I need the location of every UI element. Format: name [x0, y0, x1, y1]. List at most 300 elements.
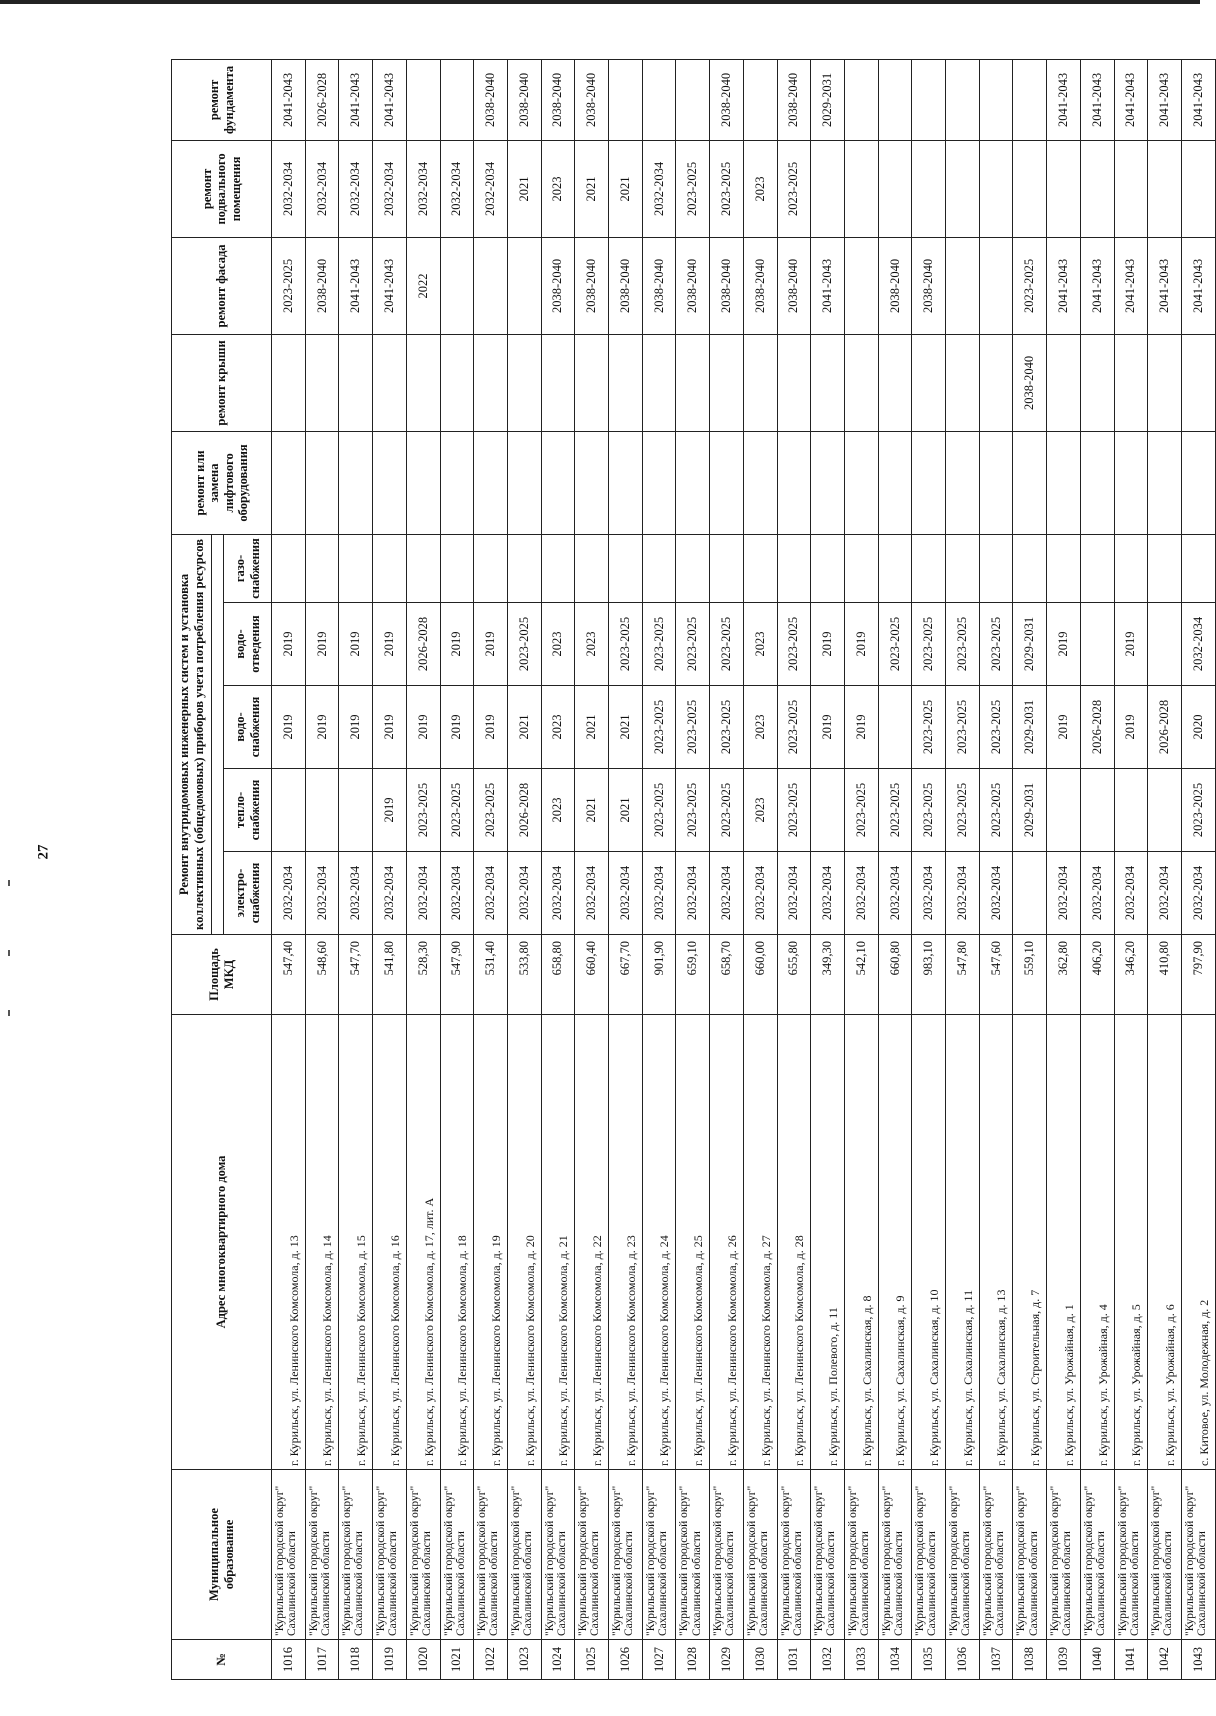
gas-cell	[1181, 534, 1215, 602]
table-row	[609, 59, 643, 1679]
municipality-cell: "Курильский городской округ" Сахалинской области	[777, 1470, 811, 1640]
table-row	[878, 59, 912, 1679]
foundation-cell: 2038-2040	[575, 59, 609, 140]
gas-cell	[946, 534, 980, 602]
area-cell: 531,40	[474, 935, 508, 1015]
table-row	[575, 59, 609, 1679]
gas-cell	[575, 534, 609, 602]
municipality-cell: "Курильский городской округ" Сахалинской области	[1080, 1470, 1114, 1640]
table-row	[507, 59, 541, 1679]
water-cell: 2023-2025	[912, 686, 946, 769]
municipality-cell: "Курильский городской округ" Сахалинской области	[305, 1470, 339, 1640]
foundation-cell	[1013, 59, 1047, 140]
heat-cell: 2021	[609, 769, 643, 852]
table-row	[1080, 59, 1114, 1679]
gas-cell	[878, 534, 912, 602]
sewer-cell: 2023-2025	[777, 603, 811, 686]
water-cell: 2023-2025	[946, 686, 980, 769]
roof-cell	[1114, 334, 1148, 431]
address-cell: г. Курильск, ул. Ленинского Комсомола, д. 25	[676, 1015, 710, 1470]
table-row	[642, 59, 676, 1679]
table-row	[777, 59, 811, 1679]
heat-cell: 2019	[373, 769, 407, 852]
area-cell: 660,40	[575, 935, 609, 1015]
basement-cell: 2023-2025	[710, 140, 744, 237]
address-cell: г. Курильск, ул. Ленинского Комсомола, д. 17, лит. А	[406, 1015, 440, 1470]
roof-cell	[575, 334, 609, 431]
row-number: 1022	[474, 1640, 508, 1680]
gas-cell	[1114, 534, 1148, 602]
gas-cell	[743, 534, 777, 602]
foundation-cell: 2026-2028	[305, 59, 339, 140]
water-cell: 2020	[1181, 686, 1215, 769]
basement-cell	[1114, 140, 1148, 237]
row-number: 1026	[609, 1640, 643, 1680]
facade-cell	[844, 237, 878, 334]
gas-cell	[609, 534, 643, 602]
foundation-cell: 2041-2043	[1114, 59, 1148, 140]
heat-cell: 2023-2025	[777, 769, 811, 852]
gas-cell	[1013, 534, 1047, 602]
elevator-cell	[609, 431, 643, 534]
electric-cell: 2032-2034	[507, 852, 541, 935]
heat-cell: 2021	[575, 769, 609, 852]
foundation-cell	[844, 59, 878, 140]
foundation-cell: 2041-2043	[1047, 59, 1081, 140]
sewer-cell: 2019	[844, 603, 878, 686]
foundation-cell: 2038-2040	[777, 59, 811, 140]
header-area: Площадь МКД	[172, 935, 272, 1015]
table-row	[339, 59, 373, 1679]
electric-cell: 2032-2034	[743, 852, 777, 935]
elevator-cell	[811, 431, 845, 534]
row-number: 1029	[710, 1640, 744, 1680]
area-cell: 901,90	[642, 935, 676, 1015]
area-cell: 658,80	[541, 935, 575, 1015]
row-number: 1037	[979, 1640, 1013, 1680]
heat-cell: 2023-2025	[912, 769, 946, 852]
foundation-cell: 2029-2031	[811, 59, 845, 140]
sewer-cell: 2019	[474, 603, 508, 686]
sewer-cell	[1080, 603, 1114, 686]
sewer-cell: 2023-2025	[507, 603, 541, 686]
foundation-cell: 2041-2043	[373, 59, 407, 140]
sewer-cell: 2019	[1114, 603, 1148, 686]
address-cell: г. Курильск, ул. Урожайная, д. 4	[1080, 1015, 1114, 1470]
sewer-cell: 2023-2025	[979, 603, 1013, 686]
roof-cell	[609, 334, 643, 431]
roof-cell	[912, 334, 946, 431]
header-water: водо-снабжения	[224, 686, 272, 769]
gas-cell	[339, 534, 373, 602]
row-number: 1021	[440, 1640, 474, 1680]
facade-cell: 2041-2043	[1047, 237, 1081, 334]
address-cell: г. Курильск, ул. Ленинского Комсомола, д. 24	[642, 1015, 676, 1470]
foundation-cell	[912, 59, 946, 140]
facade-cell: 2038-2040	[777, 237, 811, 334]
heat-cell	[811, 769, 845, 852]
basement-cell: 2023	[743, 140, 777, 237]
roof-cell	[1181, 334, 1215, 431]
municipality-cell: "Курильский городской округ" Сахалинской области	[575, 1470, 609, 1640]
elevator-cell	[1047, 431, 1081, 534]
heat-cell: 2026-2028	[507, 769, 541, 852]
address-cell: г. Курильск, ул. Ленинского Комсомола, д. 15	[339, 1015, 373, 1470]
address-cell: г. Курильск, ул. Ленинского Комсомола, д. 21	[541, 1015, 575, 1470]
basement-cell	[811, 140, 845, 237]
header-roof: ремонт крыши	[172, 334, 272, 431]
water-cell: 2019	[811, 686, 845, 769]
facade-cell: 2038-2040	[710, 237, 744, 334]
facade-cell	[946, 237, 980, 334]
water-cell: 2019	[373, 686, 407, 769]
sewer-cell: 2019	[811, 603, 845, 686]
electric-cell: 2032-2034	[878, 852, 912, 935]
gas-cell	[979, 534, 1013, 602]
row-number: 1038	[1013, 1640, 1047, 1680]
electric-cell	[1013, 852, 1047, 935]
foundation-cell	[743, 59, 777, 140]
heat-cell: 2023-2025	[844, 769, 878, 852]
roof-cell	[474, 334, 508, 431]
basement-cell: 2032-2034	[305, 140, 339, 237]
table-row	[1181, 59, 1215, 1679]
row-number: 1034	[878, 1640, 912, 1680]
facade-cell: 2038-2040	[878, 237, 912, 334]
facade-cell: 2038-2040	[912, 237, 946, 334]
sewer-cell: 2023	[541, 603, 575, 686]
area-cell: 349,30	[811, 935, 845, 1015]
address-cell: г. Курильск, ул. Ленинского Комсомола, д. 22	[575, 1015, 609, 1470]
foundation-cell	[946, 59, 980, 140]
heat-cell: 2023-2025	[710, 769, 744, 852]
sewer-cell: 2023-2025	[946, 603, 980, 686]
foundation-cell	[676, 59, 710, 140]
municipality-cell: "Курильский городской округ" Сахалинской области	[1181, 1470, 1215, 1640]
electric-cell: 2032-2034	[373, 852, 407, 935]
row-number: 1016	[272, 1640, 306, 1680]
electric-cell: 2032-2034	[676, 852, 710, 935]
header-electric: электро-снабжения	[224, 852, 272, 935]
row-number: 1035	[912, 1640, 946, 1680]
facade-cell: 2038-2040	[305, 237, 339, 334]
elevator-cell	[676, 431, 710, 534]
header-num: №	[172, 1640, 272, 1680]
table-row	[979, 59, 1013, 1679]
foundation-cell: 2041-2043	[1080, 59, 1114, 140]
elevator-cell	[777, 431, 811, 534]
header-heat: тепло-снабжения	[224, 769, 272, 852]
roof-cell	[507, 334, 541, 431]
municipality-cell: "Курильский городской округ" Сахалинской области	[339, 1470, 373, 1640]
facade-cell: 2038-2040	[541, 237, 575, 334]
water-cell: 2019	[1114, 686, 1148, 769]
electric-cell: 2032-2034	[912, 852, 946, 935]
address-cell: г. Курильск, ул. Сахалинская, д. 13	[979, 1015, 1013, 1470]
electric-cell: 2032-2034	[272, 852, 306, 935]
gas-cell	[272, 534, 306, 602]
header-gas: газо-снабжения	[224, 534, 272, 602]
facade-cell	[440, 237, 474, 334]
address-cell: г. Курильск, ул. Сахалинская, д. 10	[912, 1015, 946, 1470]
area-cell: 547,80	[946, 935, 980, 1015]
basement-cell: 2032-2034	[272, 140, 306, 237]
roof-cell	[743, 334, 777, 431]
roof-cell	[811, 334, 845, 431]
row-number: 1024	[541, 1640, 575, 1680]
header-systems-group: Ремонт внутридомовых инженерных систем и установка коллективных (общедомовых) приборов учета потребления ресурсов	[172, 534, 212, 934]
roof-cell	[373, 334, 407, 431]
facade-cell	[979, 237, 1013, 334]
roof-cell	[1148, 334, 1182, 431]
facade-cell: 2041-2043	[1114, 237, 1148, 334]
electric-cell: 2032-2034	[844, 852, 878, 935]
basement-cell: 2021	[507, 140, 541, 237]
gas-cell	[1148, 534, 1182, 602]
scan-edge-top	[0, 0, 1200, 4]
basement-cell	[979, 140, 1013, 237]
facade-cell: 2038-2040	[609, 237, 643, 334]
table-row	[440, 59, 474, 1679]
sewer-cell: 2023-2025	[676, 603, 710, 686]
facade-cell	[507, 237, 541, 334]
heat-cell: 2029-2031	[1013, 769, 1047, 852]
foundation-cell	[440, 59, 474, 140]
area-cell: 660,00	[743, 935, 777, 1015]
electric-cell: 2032-2034	[710, 852, 744, 935]
municipality-cell: "Курильский городской округ" Сахалинской области	[373, 1470, 407, 1640]
municipality-cell: "Курильский городской округ" Сахалинской области	[609, 1470, 643, 1640]
water-cell: 2023-2025	[642, 686, 676, 769]
heat-cell: 2023-2025	[946, 769, 980, 852]
table-row	[373, 59, 407, 1679]
gas-cell	[642, 534, 676, 602]
facade-cell: 2038-2040	[575, 237, 609, 334]
area-cell: 660,80	[878, 935, 912, 1015]
basement-cell: 2021	[609, 140, 643, 237]
foundation-cell: 2041-2043	[272, 59, 306, 140]
elevator-cell	[575, 431, 609, 534]
municipality-cell: "Курильский городской округ" Сахалинской области	[1013, 1470, 1047, 1640]
basement-cell	[1047, 140, 1081, 237]
address-cell: г. Курильск, ул. Сахалинская, д. 11	[946, 1015, 980, 1470]
water-cell: 2026-2028	[1148, 686, 1182, 769]
heat-cell	[305, 769, 339, 852]
heat-cell: 2023-2025	[878, 769, 912, 852]
area-cell: 658,70	[710, 935, 744, 1015]
scan-mark	[8, 1010, 10, 1016]
elevator-cell	[979, 431, 1013, 534]
heat-cell: 2023-2025	[1181, 769, 1215, 852]
gas-cell	[541, 534, 575, 602]
sewer-cell: 2019	[373, 603, 407, 686]
table-row	[676, 59, 710, 1679]
area-cell: 655,80	[777, 935, 811, 1015]
gas-cell	[676, 534, 710, 602]
foundation-cell	[979, 59, 1013, 140]
water-cell: 2023-2025	[676, 686, 710, 769]
heat-cell: 2023-2025	[979, 769, 1013, 852]
heat-cell	[339, 769, 373, 852]
municipality-cell: "Курильский городской округ" Сахалинской области	[878, 1470, 912, 1640]
table-row	[946, 59, 980, 1679]
water-cell: 2029-2031	[1013, 686, 1047, 769]
sewer-cell: 2023-2025	[912, 603, 946, 686]
basement-cell: 2032-2034	[642, 140, 676, 237]
address-cell: г. Курильск, ул. Ленинского Комсомола, д. 28	[777, 1015, 811, 1470]
electric-cell: 2032-2034	[575, 852, 609, 935]
municipality-cell: "Курильский городской округ" Сахалинской области	[440, 1470, 474, 1640]
foundation-cell: 2038-2040	[474, 59, 508, 140]
row-number: 1031	[777, 1640, 811, 1680]
basement-cell	[946, 140, 980, 237]
sewer-cell: 2026-2028	[406, 603, 440, 686]
address-cell: г. Курильск, ул. Урожайная, д. 1	[1047, 1015, 1081, 1470]
gas-cell	[406, 534, 440, 602]
table-row	[305, 59, 339, 1679]
electric-cell: 2032-2034	[474, 852, 508, 935]
table-row	[272, 59, 306, 1679]
basement-cell: 2023-2025	[676, 140, 710, 237]
roof-cell	[979, 334, 1013, 431]
heat-cell: 2023-2025	[642, 769, 676, 852]
basement-cell: 2021	[575, 140, 609, 237]
facade-cell: 2038-2040	[743, 237, 777, 334]
basement-cell	[1148, 140, 1182, 237]
area-cell: 542,10	[844, 935, 878, 1015]
electric-cell: 2032-2034	[440, 852, 474, 935]
electric-cell: 2032-2034	[777, 852, 811, 935]
foundation-cell: 2041-2043	[1181, 59, 1215, 140]
heat-cell	[272, 769, 306, 852]
table-row	[1013, 59, 1047, 1679]
address-cell: г. Курильск, ул. Ленинского Комсомола, д. 14	[305, 1015, 339, 1470]
table-body	[272, 59, 1216, 1679]
municipality-cell: "Курильский городской округ" Сахалинской области	[710, 1470, 744, 1640]
row-number: 1032	[811, 1640, 845, 1680]
basement-cell: 2032-2034	[440, 140, 474, 237]
address-cell: с. Китовое, ул. Молодежная, д. 2	[1181, 1015, 1215, 1470]
municipality-cell: "Курильский городской округ" Сахалинской области	[1148, 1470, 1182, 1640]
gas-cell	[440, 534, 474, 602]
address-cell: г. Курильск, ул. Ленинского Комсомола, д. 13	[272, 1015, 306, 1470]
elevator-cell	[844, 431, 878, 534]
electric-cell: 2032-2034	[339, 852, 373, 935]
water-cell	[878, 686, 912, 769]
basement-cell	[1013, 140, 1047, 237]
table-row	[406, 59, 440, 1679]
area-cell: 667,70	[609, 935, 643, 1015]
electric-cell: 2032-2034	[1047, 852, 1081, 935]
heat-cell	[1080, 769, 1114, 852]
address-cell: г. Курильск, ул. Ленинского Комсомола, д. 26	[710, 1015, 744, 1470]
municipality-cell: "Курильский городской округ" Сахалинской области	[912, 1470, 946, 1640]
roof-cell	[946, 334, 980, 431]
municipality-cell: "Курильский городской округ" Сахалинской области	[946, 1470, 980, 1640]
row-number: 1028	[676, 1640, 710, 1680]
address-cell: г. Курильск, ул. Ленинского Комсомола, д. 20	[507, 1015, 541, 1470]
row-number: 1027	[642, 1640, 676, 1680]
row-number: 1023	[507, 1640, 541, 1680]
sewer-cell: 2023	[575, 603, 609, 686]
elevator-cell	[507, 431, 541, 534]
basement-cell	[878, 140, 912, 237]
elevator-cell	[710, 431, 744, 534]
electric-cell: 2032-2034	[946, 852, 980, 935]
header-foundation: ремонт фундамента	[172, 59, 272, 140]
facade-cell: 2041-2043	[811, 237, 845, 334]
row-number: 1019	[373, 1640, 407, 1680]
sewer-cell: 2032-2034	[1181, 603, 1215, 686]
municipality-cell: "Курильский городской округ" Сахалинской области	[507, 1470, 541, 1640]
basement-cell	[912, 140, 946, 237]
elevator-cell	[1080, 431, 1114, 534]
municipality-cell: "Курильский городской округ" Сахалинской области	[474, 1470, 508, 1640]
gas-cell	[1047, 534, 1081, 602]
water-cell: 2023-2025	[777, 686, 811, 769]
elevator-cell	[912, 431, 946, 534]
facade-cell: 2023-2025	[272, 237, 306, 334]
electric-cell: 2032-2034	[1080, 852, 1114, 935]
municipality-cell: "Курильский городской округ" Сахалинской области	[642, 1470, 676, 1640]
facade-cell: 2041-2043	[1148, 237, 1182, 334]
area-cell: 548,60	[305, 935, 339, 1015]
sewer-cell: 2023-2025	[710, 603, 744, 686]
address-cell: г. Курильск, ул. Урожайная, д. 5	[1114, 1015, 1148, 1470]
address-cell: г. Курильск, ул. Полевого, д. 11	[811, 1015, 845, 1470]
table-row	[912, 59, 946, 1679]
facade-cell: 2038-2040	[642, 237, 676, 334]
electric-cell: 2032-2034	[1148, 852, 1182, 935]
municipality-cell: "Курильский городской округ" Сахалинской области	[406, 1470, 440, 1640]
header-sewer: водо-отведения	[224, 603, 272, 686]
elevator-cell	[373, 431, 407, 534]
row-number: 1042	[1148, 1640, 1182, 1680]
area-cell: 797,90	[1181, 935, 1215, 1015]
municipality-cell: "Курильский городской округ" Сахалинской области	[676, 1470, 710, 1640]
sewer-cell	[1148, 603, 1182, 686]
water-cell: 2019	[474, 686, 508, 769]
basement-cell: 2023-2025	[777, 140, 811, 237]
municipality-cell: "Курильский городской округ" Сахалинской области	[541, 1470, 575, 1640]
roof-cell	[710, 334, 744, 431]
sewer-cell: 2019	[1047, 603, 1081, 686]
row-number: 1040	[1080, 1640, 1114, 1680]
electric-cell: 2032-2034	[811, 852, 845, 935]
header-facade: ремонт фасада	[172, 237, 272, 334]
gas-cell	[305, 534, 339, 602]
water-cell: 2021	[575, 686, 609, 769]
gas-cell	[507, 534, 541, 602]
municipality-cell: "Курильский городской округ" Сахалинской области	[1114, 1470, 1148, 1640]
water-cell: 2021	[609, 686, 643, 769]
table-row	[541, 59, 575, 1679]
water-cell: 2019	[305, 686, 339, 769]
foundation-cell: 2041-2043	[339, 59, 373, 140]
gas-cell	[912, 534, 946, 602]
gas-cell	[777, 534, 811, 602]
facade-cell: 2038-2040	[676, 237, 710, 334]
rotated-table-frame	[171, 60, 1216, 1680]
basement-cell: 2023	[541, 140, 575, 237]
area-cell: 547,90	[440, 935, 474, 1015]
table-row	[1114, 59, 1148, 1679]
water-cell: 2019	[272, 686, 306, 769]
roof-cell	[642, 334, 676, 431]
row-number: 1018	[339, 1640, 373, 1680]
facade-cell: 2022	[406, 237, 440, 334]
elevator-cell	[339, 431, 373, 534]
